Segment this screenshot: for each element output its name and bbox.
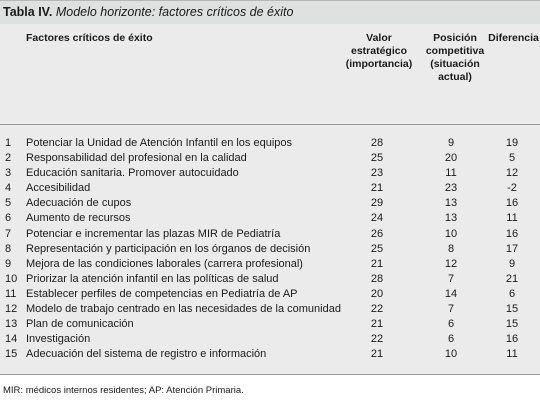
header-posicion-line: actual) bbox=[438, 71, 472, 83]
row-valor: 24 bbox=[370, 212, 384, 225]
row-valor: 20 bbox=[370, 287, 384, 300]
row-posicion: 11 bbox=[445, 167, 457, 180]
row-valor: 22 bbox=[370, 333, 384, 346]
row-posicion: 13 bbox=[444, 212, 458, 225]
row-posicion: 12 bbox=[444, 257, 458, 270]
table-row bbox=[0, 317, 540, 332]
row-posicion: 8 bbox=[447, 242, 455, 255]
row-valor: 29 bbox=[370, 197, 384, 210]
row-number: 4 bbox=[5, 182, 12, 195]
row-posicion: 6 bbox=[447, 318, 455, 331]
table-row bbox=[0, 136, 540, 151]
row-number: 11 bbox=[5, 287, 17, 300]
table-title bbox=[0, 0, 540, 24]
row-posicion: 7 bbox=[447, 303, 455, 316]
row-factor: Aumento de recursos bbox=[26, 212, 131, 225]
row-number: 5 bbox=[5, 197, 12, 210]
row-posicion: 10 bbox=[444, 348, 458, 361]
row-factor: Educación sanitaria. Promover autocuidado bbox=[26, 167, 239, 180]
row-factor: Establecer perfiles de competencias en Pediatría de AP bbox=[26, 287, 298, 300]
header-divider bbox=[0, 124, 540, 125]
header-diferencia: Diferencia bbox=[488, 32, 539, 44]
table-row bbox=[0, 347, 540, 362]
row-diferencia: 15 bbox=[505, 318, 519, 331]
table-label: Tabla IV. bbox=[3, 5, 53, 19]
row-number: 2 bbox=[5, 152, 12, 165]
header-posicion bbox=[422, 32, 488, 84]
row-factor: Representación y participación en los órganos de decisión bbox=[26, 242, 311, 255]
row-diferencia: 9 bbox=[508, 257, 516, 270]
row-valor: 26 bbox=[370, 227, 384, 240]
row-diferencia: 16 bbox=[505, 333, 519, 346]
table-row bbox=[0, 181, 540, 196]
row-posicion: 14 bbox=[444, 287, 458, 300]
row-diferencia: -2 bbox=[507, 182, 517, 195]
row-number: 1 bbox=[5, 137, 12, 149]
table-row bbox=[0, 302, 540, 317]
row-factor: Priorizar la atención infantil en las políticas de salud bbox=[26, 272, 279, 285]
row-valor: 23 bbox=[370, 167, 384, 180]
row-number: 12 bbox=[5, 303, 18, 316]
row-number: 3 bbox=[5, 167, 12, 180]
row-posicion: 7 bbox=[447, 272, 455, 285]
header-valor-line: estratégico bbox=[350, 45, 408, 57]
table-footnote: MIR: médicos internos residentes; AP: Atención Primaria. bbox=[3, 385, 244, 396]
row-diferencia: 5 bbox=[508, 152, 516, 165]
row-factor: Potenciar la Unidad de Atención Infantil en los equipos bbox=[26, 137, 293, 149]
row-factor: Plan de comunicación bbox=[26, 318, 134, 331]
header-factor: Factores críticos de éxito bbox=[26, 32, 153, 44]
table-row bbox=[0, 287, 540, 302]
row-diferencia: 6 bbox=[508, 287, 516, 300]
header-valor-line: Valor bbox=[366, 32, 392, 44]
row-valor: 25 bbox=[370, 152, 384, 165]
row-posicion: 10 bbox=[444, 227, 458, 240]
row-posicion: 13 bbox=[444, 197, 458, 210]
header-posicion-line: competitiva bbox=[425, 45, 485, 57]
table-body bbox=[0, 136, 540, 362]
row-number: 7 bbox=[5, 227, 12, 240]
row-number: 15 bbox=[5, 348, 18, 361]
table-row bbox=[0, 166, 540, 181]
row-posicion: 9 bbox=[447, 137, 455, 149]
table-row bbox=[0, 242, 540, 257]
row-diferencia: 19 bbox=[505, 137, 519, 149]
row-valor: 25 bbox=[370, 242, 384, 255]
row-valor: 21 bbox=[370, 182, 384, 195]
row-posicion: 6 bbox=[447, 333, 455, 346]
row-diferencia: 12 bbox=[505, 167, 519, 180]
row-valor: 28 bbox=[370, 137, 384, 149]
table-row bbox=[0, 257, 540, 272]
table-row bbox=[0, 227, 540, 242]
row-factor: Adecuación de cupos bbox=[26, 197, 132, 210]
header-valor-line: (importancia) bbox=[345, 58, 413, 70]
row-number: 10 bbox=[5, 272, 18, 285]
row-factor: Investigación bbox=[26, 333, 91, 346]
row-valor: 21 bbox=[370, 348, 384, 361]
row-number: 8 bbox=[5, 242, 12, 255]
row-number: 9 bbox=[5, 257, 12, 270]
table-row bbox=[0, 196, 540, 211]
row-diferencia: 11 bbox=[506, 348, 518, 361]
header-posicion-line: (situación bbox=[430, 58, 480, 70]
table-row bbox=[0, 151, 540, 166]
row-factor: Mejora de las condiciones laborales (carrera profesional) bbox=[26, 257, 303, 270]
header-posicion-line: Posición bbox=[433, 32, 477, 44]
row-number: 13 bbox=[5, 318, 18, 331]
row-factor: Responsabilidad del profesional en la calidad bbox=[26, 152, 247, 165]
row-valor: 28 bbox=[370, 272, 384, 285]
table-row bbox=[0, 332, 540, 347]
row-factor: Accesibilidad bbox=[26, 182, 91, 195]
row-posicion: 23 bbox=[444, 182, 458, 195]
table-row bbox=[0, 211, 540, 226]
row-valor: 21 bbox=[370, 318, 384, 331]
row-number: 6 bbox=[5, 212, 12, 225]
row-diferencia: 17 bbox=[505, 242, 519, 255]
table-caption: Modelo horizonte: factores críticos de éxito bbox=[55, 5, 294, 19]
row-diferencia: 16 bbox=[505, 227, 519, 240]
row-factor: Potenciar e incrementar las plazas MIR de Pediatría bbox=[26, 227, 281, 240]
row-posicion: 20 bbox=[444, 152, 458, 165]
data-table bbox=[0, 24, 540, 375]
row-diferencia: 11 bbox=[506, 212, 518, 225]
row-diferencia: 16 bbox=[505, 197, 519, 210]
row-factor: Modelo de trabajo centrado en las necesidades de la comunidad bbox=[26, 303, 341, 316]
row-diferencia: 15 bbox=[505, 303, 519, 316]
row-diferencia: 21 bbox=[505, 272, 519, 285]
row-number: 14 bbox=[5, 333, 18, 346]
table-row bbox=[0, 272, 540, 287]
row-valor: 22 bbox=[370, 303, 384, 316]
row-factor: Adecuación del sistema de registro e información bbox=[26, 348, 267, 361]
row-valor: 21 bbox=[370, 257, 384, 270]
table-header bbox=[0, 24, 540, 102]
header-valor bbox=[337, 32, 421, 71]
